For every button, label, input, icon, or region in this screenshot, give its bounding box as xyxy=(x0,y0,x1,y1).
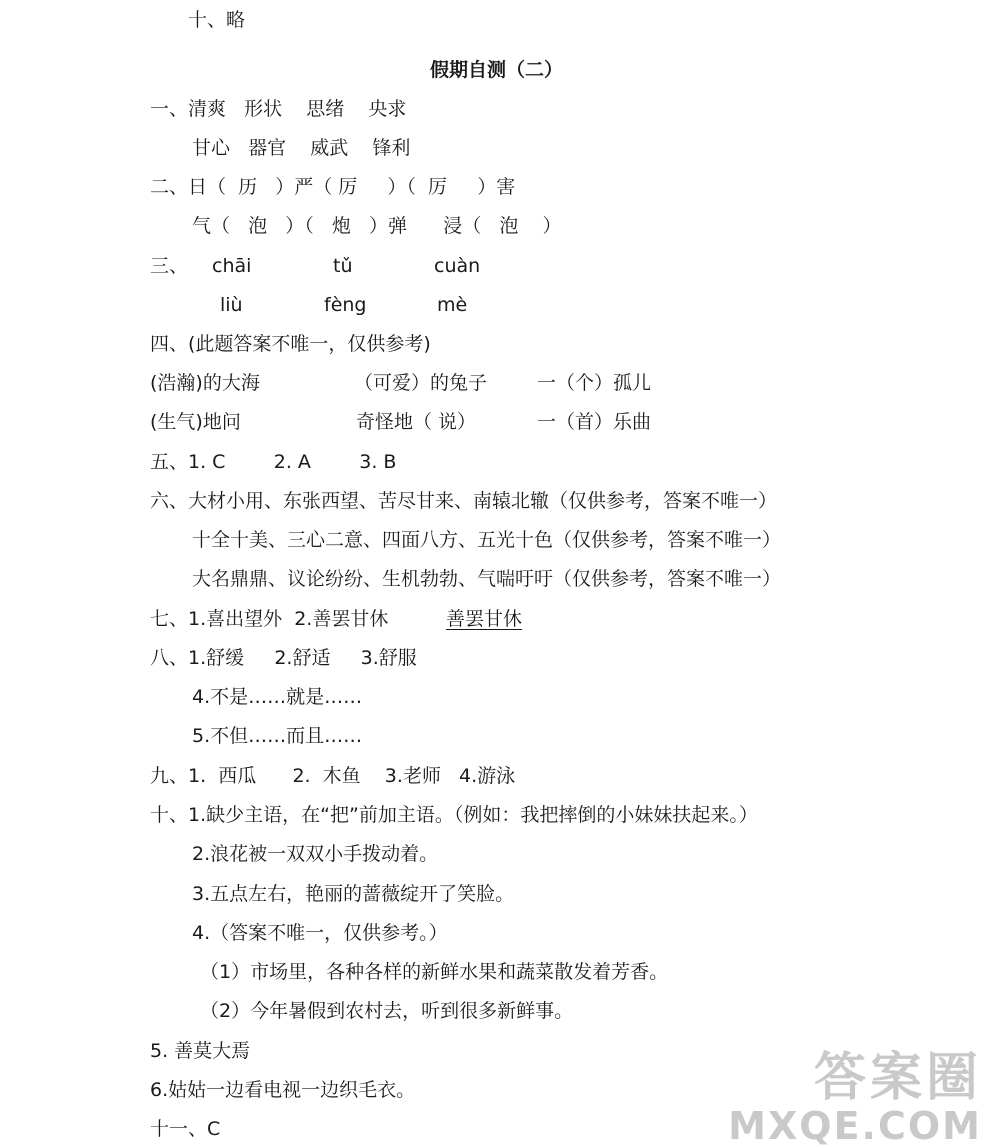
section-6-line-2: 十全十美、三心二意、四面八方、五光十色（仅供参考，答案不唯一） xyxy=(192,529,782,551)
section-4-item-2: （可爱）的兔子 xyxy=(354,372,488,394)
pinyin-me: mè xyxy=(437,294,468,316)
pinyin-tu: tǔ xyxy=(333,255,353,277)
section-4-item-5: 奇怪地（ 说） xyxy=(356,411,477,433)
section-6-line-1: 六、大材小用、东张西望、苦尽甘来、南辕北辙（仅供参考，答案不唯一） xyxy=(150,490,778,512)
section-1-line-2: 甘心 器官 威武 锋利 xyxy=(192,137,411,159)
section-10-line-5: （1）市场里，各种各样的新鲜水果和蔬菜散发着芳香。 xyxy=(200,961,669,983)
section-1-line-1: 一、清爽 形状 思绪 央求 xyxy=(150,98,407,120)
section-5-line: 五、1. C 2. A 3. B xyxy=(150,451,397,473)
section-10-line-2: 2.浪花被一双双小手拨动着。 xyxy=(192,843,439,865)
section-10-line-8: 6.姑姑一边看电视一边织毛衣。 xyxy=(150,1079,416,1101)
section-4-item-4: (生气)地问 xyxy=(150,411,241,433)
section-10-line-6: （2）今年暑假到农村去，听到很多新鲜事。 xyxy=(200,1000,574,1022)
section-9-line: 九、1. 西瓜 2. 木鱼 3.老师 4.游泳 xyxy=(150,765,516,787)
section-6-line-3: 大名鼎鼎、议论纷纷、生机勃勃、气喘吁吁（仅供参考，答案不唯一） xyxy=(192,568,782,590)
section-4-item-1: (浩瀚)的大海 xyxy=(150,372,260,394)
section-10-line: 十、略 xyxy=(188,9,246,31)
watermark-line-1: 答案圈 xyxy=(813,1048,982,1108)
section-7-underlined-answer: 善罢甘休 xyxy=(446,608,523,630)
section-10-line-3: 3.五点左右，艳丽的蔷薇绽开了笑脸。 xyxy=(192,883,515,905)
section-10-line-4: 4.（答案不唯一，仅供参考。） xyxy=(192,922,448,944)
page-title: 假期自测（二） xyxy=(430,59,564,81)
pinyin-feng: fèng xyxy=(324,294,367,316)
section-10-line-7: 5. 善莫大焉 xyxy=(150,1040,251,1062)
section-10-line-1: 十、1.缺少主语，在“把”前加主语。（例如：我把摔倒的小妹妹扶起来。） xyxy=(150,804,758,826)
pinyin-chai: chāi xyxy=(212,255,252,277)
pinyin-cuan: cuàn xyxy=(434,255,481,277)
section-11-line: 十一、C xyxy=(150,1118,221,1140)
watermark-line-2: MXQE.COM xyxy=(728,1104,982,1148)
section-3-label: 三、 xyxy=(150,255,189,277)
section-4-heading: 四、(此题答案不唯一，仅供参考) xyxy=(150,333,431,355)
watermark-logo xyxy=(728,1050,982,1146)
section-7-line: 七、1.喜出望外 2.善罢甘休 xyxy=(150,608,389,630)
section-4-item-3: 一（个）孤儿 xyxy=(537,372,652,394)
section-4-item-6: 一（首）乐曲 xyxy=(537,411,652,433)
pinyin-liu: liù xyxy=(220,294,243,316)
section-2-line-1: 二、日（ 历 ）严（ 厉 ）（ 厉 ）害 xyxy=(150,176,516,198)
section-8-line-1: 八、1.舒缓 2.舒适 3.舒服 xyxy=(150,647,417,669)
section-8-line-3: 5.不但……而且…… xyxy=(192,725,363,747)
section-2-line-2: 气（ 泡 ）（ 炮 ）弹 浸（ 泡 ） xyxy=(192,215,562,237)
section-8-line-2: 4.不是……就是…… xyxy=(192,686,363,708)
